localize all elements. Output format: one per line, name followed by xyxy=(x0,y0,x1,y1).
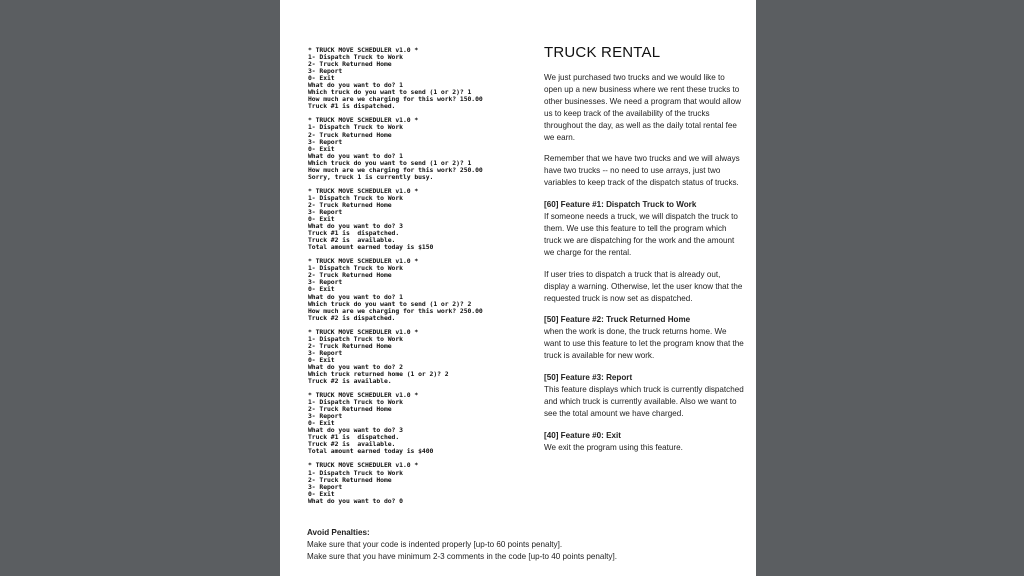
console-line: What do you want to do? 3 xyxy=(308,426,403,435)
feature2-body: when the work is done, the truck returns home. We want to use this feature to let the program know that the truck is available for new work. xyxy=(544,327,744,361)
intro-paragraph: We just purchased two trucks and we would like to open up a new business where we rent these trucks to other businesses. We need a program that would allow us to keep track of the availability of the trucks throughout the day, as well as the daily total rental fee we earn. xyxy=(544,73,741,142)
console-line: Which truck returned home (1 or 2)? 2 xyxy=(308,369,449,378)
console-line: 0- Exit xyxy=(308,355,335,364)
console-block xyxy=(308,117,536,180)
penalty-comments: Make sure that you have minimum 2-3 comments in the code [up-to 40 points penalty]. xyxy=(307,551,617,561)
console-line: 1- Dispatch Truck to Work xyxy=(308,468,403,477)
console-line: 1- Dispatch Truck to Work xyxy=(308,193,403,202)
console-line: Truck #2 is available. xyxy=(308,440,396,449)
console-line: * TRUCK MOVE SCHEDULER v1.0 * xyxy=(308,116,419,125)
console-line: * TRUCK MOVE SCHEDULER v1.0 * xyxy=(308,461,419,470)
console-line: Which truck do you want to send (1 or 2)? 2 xyxy=(308,299,472,308)
console-line: 3- Report xyxy=(308,412,343,421)
console-line: What do you want to do? 1 xyxy=(308,81,403,90)
console-line: 1- Dispatch Truck to Work xyxy=(308,398,403,407)
feature1-body: If someone needs a truck, we will dispatch the truck to them. We use this feature to tell the program which truck we are dispatching for the work and the amount we charge for the rental. xyxy=(544,212,738,257)
feature0-heading: [40] Feature #0: Exit xyxy=(544,430,621,440)
console-line: Truck #1 is dispatched. xyxy=(308,433,400,442)
reminder-paragraph: Remember that we have two trucks and we will always have two trucks -- no need to use arrays, just two variables to keep track of the dispatch status of trucks. xyxy=(544,154,740,188)
console-line: 2- Truck Returned Home xyxy=(308,130,392,139)
console-line: * TRUCK MOVE SCHEDULER v1.0 * xyxy=(308,186,419,195)
console-line: 0- Exit xyxy=(308,144,335,153)
console-line: Which truck do you want to send (1 or 2)? 1 xyxy=(308,88,472,97)
console-line: * TRUCK MOVE SCHEDULER v1.0 * xyxy=(308,46,419,54)
console-block xyxy=(308,329,536,385)
console-block xyxy=(308,188,536,251)
console-line: Total amount earned today is $150 xyxy=(308,243,434,252)
feature2-heading: [50] Feature #2: Truck Returned Home xyxy=(544,315,691,325)
console-line: 3- Report xyxy=(308,67,343,76)
console-line: 0- Exit xyxy=(308,419,335,428)
console-line: Truck #1 is dispatched. xyxy=(308,102,396,111)
page-title: TRUCK RENTAL xyxy=(544,44,661,61)
console-line: Sorry, truck 1 is currently busy. xyxy=(308,172,434,181)
penalties-section xyxy=(307,527,747,562)
console-line: What do you want to do? 1 xyxy=(308,292,403,301)
console-line: 3- Report xyxy=(308,348,343,357)
console-line: Total amount earned today is $400 xyxy=(308,447,434,456)
console-line: * TRUCK MOVE SCHEDULER v1.0 * xyxy=(308,327,419,336)
penalties-heading: Avoid Penalties: xyxy=(307,528,370,537)
console-line: 0- Exit xyxy=(308,215,335,224)
document-page xyxy=(280,0,756,576)
console-line: * TRUCK MOVE SCHEDULER v1.0 * xyxy=(308,391,419,400)
feature1-heading: [60] Feature #1: Dispatch Truck to Work xyxy=(544,200,697,210)
feature1-warning-body: If user tries to dispatch a truck that is already out, display a warning. Otherwise, let the user know that the requested truck is now set as dispatched. xyxy=(544,269,743,303)
console-line: 2- Truck Returned Home xyxy=(308,271,392,280)
console-line: 2- Truck Returned Home xyxy=(308,200,392,209)
console-line: * TRUCK MOVE SCHEDULER v1.0 * xyxy=(308,257,419,266)
console-line: 3- Report xyxy=(308,482,343,491)
console-line: Truck #1 is dispatched. xyxy=(308,229,400,238)
console-output xyxy=(308,47,536,512)
feature3-body: This feature displays which truck is currently dispatched and which truck is currently available. Also we want to see the total amount we have charged. xyxy=(544,384,744,418)
console-line: How much are we charging for this work? 150.00 xyxy=(308,95,483,104)
console-line: 2- Truck Returned Home xyxy=(308,475,392,484)
console-line: 3- Report xyxy=(308,137,343,146)
console-line: Truck #2 is available. xyxy=(308,236,396,245)
console-line: What do you want to do? 0 xyxy=(308,496,403,505)
console-block xyxy=(308,258,536,321)
console-line: 2- Truck Returned Home xyxy=(308,405,392,414)
console-line: 2- Truck Returned Home xyxy=(308,341,392,350)
console-line: 3- Report xyxy=(308,278,343,287)
assignment-description xyxy=(544,44,744,463)
console-line: 1- Dispatch Truck to Work xyxy=(308,53,403,62)
console-line: 1- Dispatch Truck to Work xyxy=(308,264,403,273)
console-line: 1- Dispatch Truck to Work xyxy=(308,123,403,132)
console-line: How much are we charging for this work? 250.00 xyxy=(308,165,483,174)
console-line: What do you want to do? 2 xyxy=(308,362,403,371)
console-line: What do you want to do? 1 xyxy=(308,151,403,160)
console-line: 0- Exit xyxy=(308,489,335,498)
feature0-body: We exit the program using this feature. xyxy=(544,442,683,452)
console-line: 2- Truck Returned Home xyxy=(308,60,392,69)
console-line: Truck #2 is dispatched. xyxy=(308,313,396,322)
console-line: 0- Exit xyxy=(308,74,335,83)
console-line: Which truck do you want to send (1 or 2)? 1 xyxy=(308,158,472,167)
feature3-heading: [50] Feature #3: Report xyxy=(544,373,633,383)
console-block xyxy=(308,47,536,110)
console-line: 3- Report xyxy=(308,207,343,216)
penalty-indentation: Make sure that your code is indented properly [up-to 60 points penalty]. xyxy=(307,539,563,549)
console-line: 1- Dispatch Truck to Work xyxy=(308,334,403,343)
console-line: What do you want to do? 3 xyxy=(308,222,403,231)
console-line: How much are we charging for this work? 250.00 xyxy=(308,306,483,315)
console-line: 0- Exit xyxy=(308,285,335,294)
console-block xyxy=(308,392,536,455)
console-block xyxy=(308,462,536,504)
console-line: Truck #2 is available. xyxy=(308,377,392,386)
